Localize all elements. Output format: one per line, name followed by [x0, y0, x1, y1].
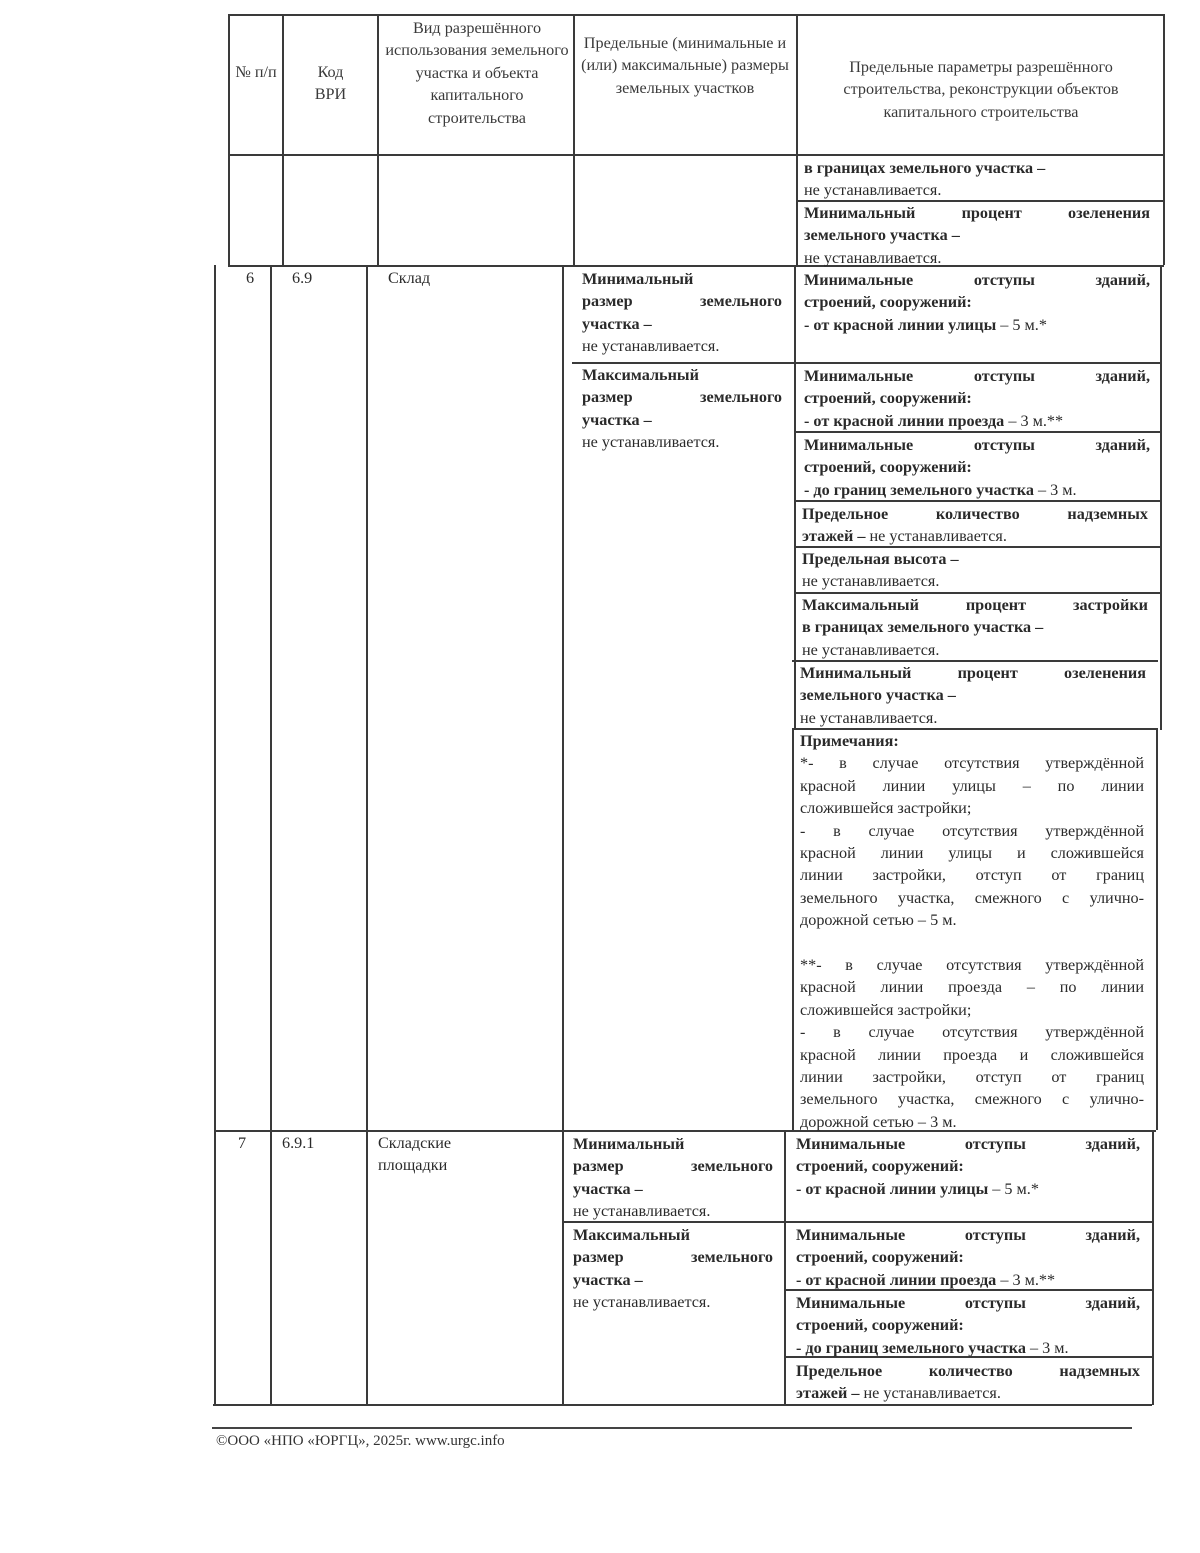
note-line: сложившейся застройки;: [800, 1000, 972, 1019]
row6-param-border-offset: Минимальные отступы зданий, строений, сооружений: - до границ земельного участка – 3 м.: [804, 436, 1150, 499]
note-line: **- в случае отсутствия утверждённой: [800, 956, 1144, 975]
row6-param-green-percent: Минимальный процент озеленения земельного участка – не устанавливается.: [800, 664, 1146, 727]
row6-param-height: Предельная высота – не устанавливается.: [802, 550, 959, 591]
row7-name: Складские площадки: [378, 1134, 452, 1175]
note-line: линии застройки, отступ от границ: [800, 866, 1144, 885]
header-code: Код ВРИ: [314, 63, 347, 104]
note-line: красной линии улицы и сложившейся: [800, 844, 1144, 863]
note-line: дорожной сетью – 5 м.: [800, 911, 957, 930]
row6-num: 6: [246, 269, 255, 287]
note-line: земельного участка, смежного с улично-: [800, 1090, 1144, 1109]
row6-param-passage-offset: Минимальные отступы зданий, строений, сооружений: - от красной линии проезда – 3 м.**: [804, 367, 1150, 430]
row7-param-street-offset: Минимальные отступы зданий, строений, сооружений: - от красной линии улицы – 5 м.*: [796, 1135, 1140, 1198]
header-use-type: Вид разрешённого использования земельного участка и объекта капитального строительства: [385, 19, 569, 127]
note-line: - в случае отсутствия утверждённой: [800, 1023, 1144, 1042]
row7-param-border-offset: Минимальные отступы зданий, строений, сооружений: - до границ земельного участка – 3 м.: [796, 1294, 1140, 1357]
notes-list: [800, 752, 1144, 1133]
header-num: № п/п: [235, 63, 277, 81]
header-params: Предельные параметры разрешённого строительства, реконструкции объектов капитального строительства: [843, 58, 1119, 121]
continuation-cell-1: в границах земельного участка – не устанавливается.: [804, 159, 1046, 200]
row7-param-floors: Предельное количество надземных этажей – не устанавливается.: [796, 1362, 1140, 1403]
note-line: красной линии проезда и сложившейся: [800, 1045, 1144, 1064]
row7-max-size: Максимальный размер земельного участка – не устанавливается.: [573, 1226, 773, 1312]
row6-max-size: Максимальный размер земельного участка – не устанавливается.: [582, 366, 782, 452]
note-line: - в случае отсутствия утверждённой: [800, 821, 1144, 840]
note-line: сложившейся застройки;: [800, 799, 972, 818]
note-line: дорожной сетью – 3 м.: [800, 1112, 957, 1131]
row7-code: 6.9.1: [282, 1134, 315, 1152]
note-line: земельного участка, смежного с улично-: [800, 888, 1144, 907]
row7-min-size: Минимальный размер земельного участка – не устанавливается.: [573, 1135, 773, 1221]
continuation-cell-2: Минимальный процент озеленения земельного участка – не устанавливается.: [804, 204, 1150, 267]
row6-code: 6.9: [292, 269, 313, 287]
note-line: красной линии улицы – по линии: [800, 776, 1144, 795]
row6-name: Склад: [388, 269, 431, 287]
row6-param-street-offset: Минимальные отступы зданий, строений, сооружений: - от красной линии улицы – 5 м.*: [804, 271, 1150, 334]
row6-notes: Примечания: *- в случае отсутствия утверждённой красной линии улицы – по линии сложившейся застройки; - в случае отсутствия утверждённой красной линии улицы и сложившейся линии застройки, отступ от границ земельного участка, смежного с улично- дорожной сетью – 5 м. **- в случае отсутствия утверждённой красной линии проезда – по линии сложившейся застройки; - в случае отсутствия утверждённой красной линии проезда и сложившейся линии застройки, отступ от границ земельного участка, смежного с улично- дорожной сетью – 3 м.: [800, 730, 1144, 1133]
row6-param-floors: Предельное количество надземных этажей – не устанавливается.: [802, 505, 1148, 546]
note-line: *- в случае отсутствия утверждённой: [800, 754, 1144, 773]
row7-param-passage-offset: Минимальные отступы зданий, строений, сооружений: - от красной линии проезда – 3 м.**: [796, 1226, 1140, 1289]
note-line: линии застройки, отступ от границ: [800, 1068, 1144, 1087]
footer-copyright: ©ООО «НПО «ЮРГЦ», 2025г. www.urgc.info: [216, 1433, 505, 1449]
row6-min-size: Минимальный размер земельного участка – не устанавливается.: [582, 270, 782, 356]
note-line: [800, 932, 1144, 954]
footer-rule: [212, 1427, 1132, 1429]
header-size-limits: Предельные (минимальные и (или) максимальные) размеры земельных участков: [581, 34, 789, 97]
row7-num: 7: [238, 1134, 247, 1152]
note-line: красной линии проезда – по линии: [800, 978, 1144, 997]
row6-param-build-percent: Максимальный процент застройки в границах земельного участка – не устанавливается.: [802, 596, 1148, 659]
